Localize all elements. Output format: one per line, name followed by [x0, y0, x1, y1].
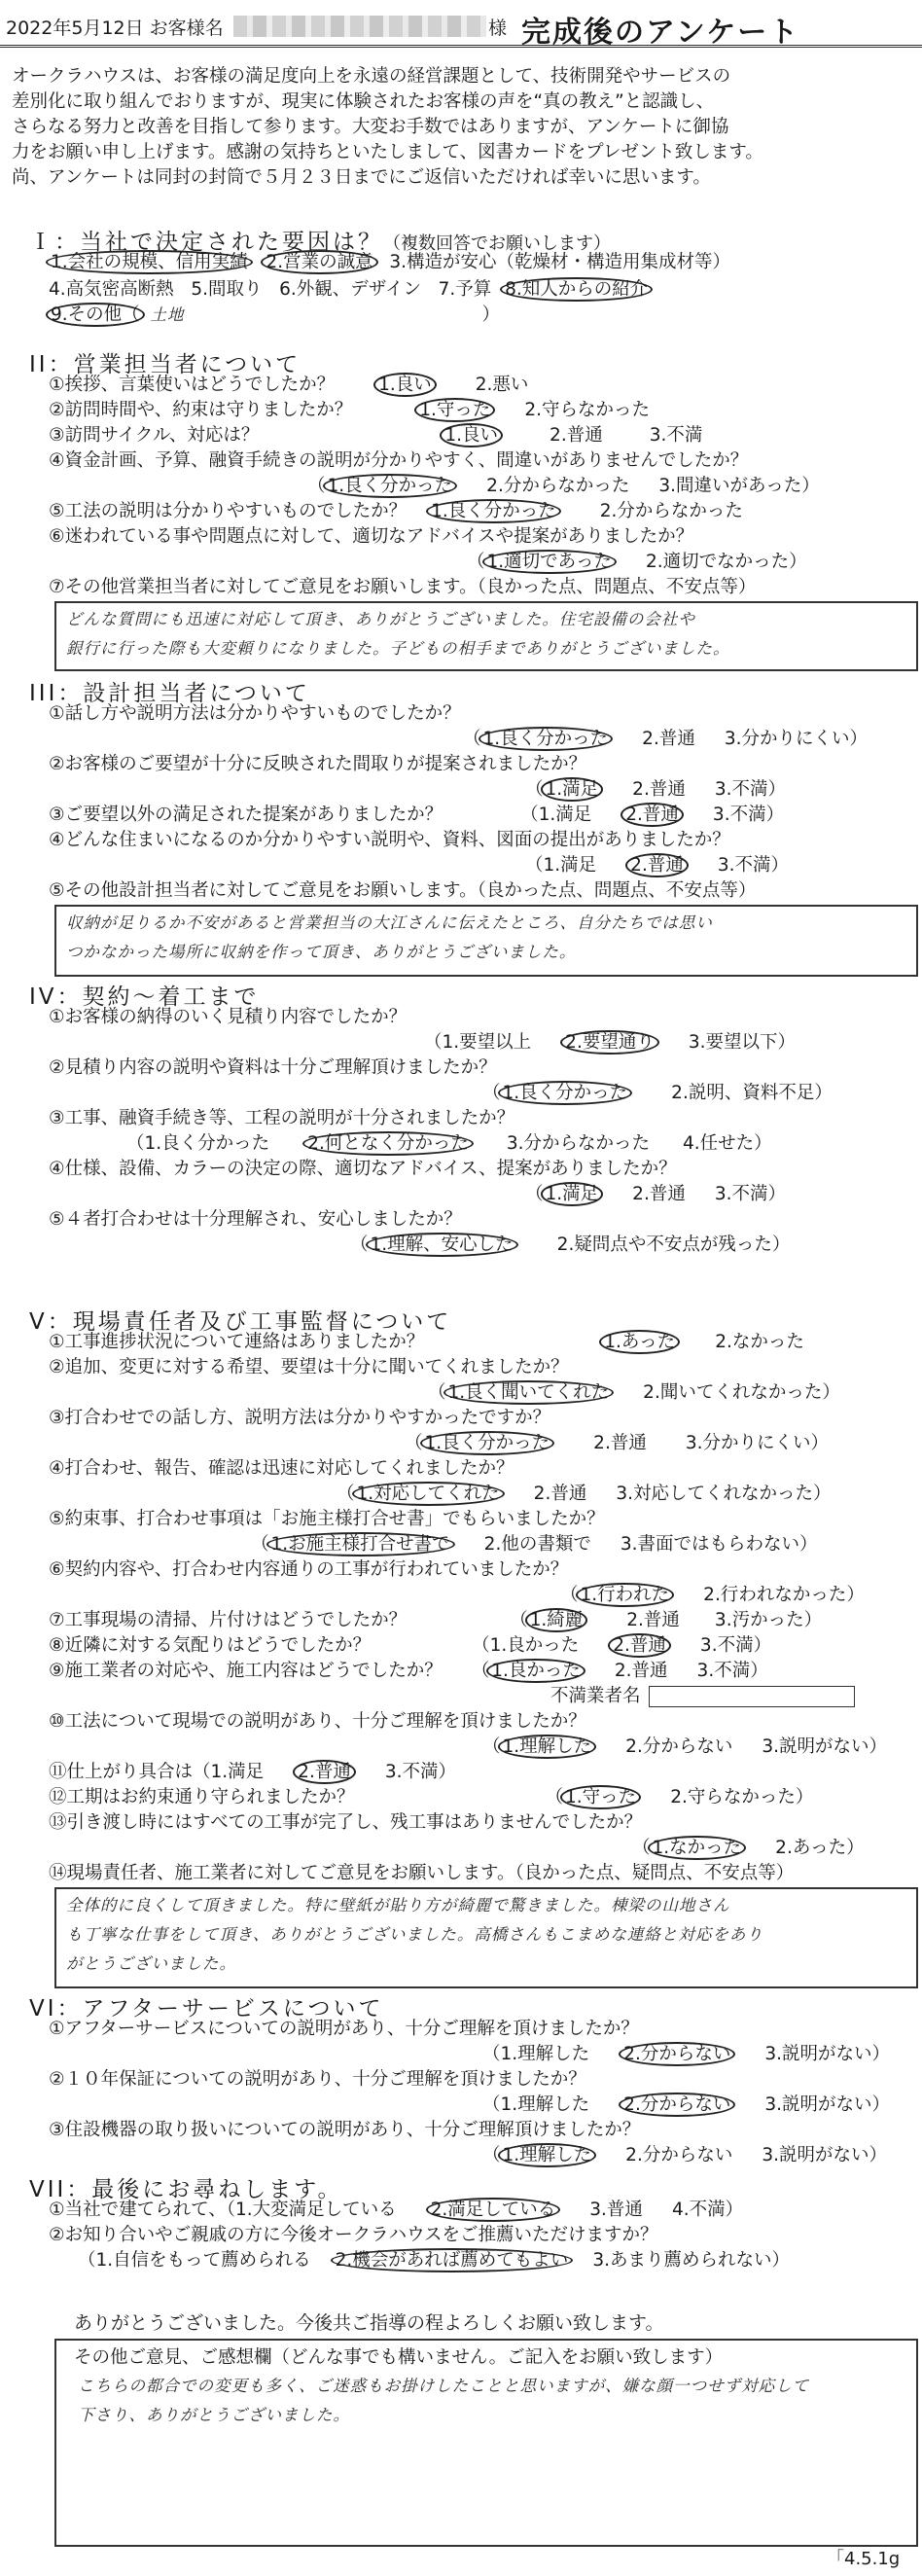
handwritten-other: 土地: [150, 305, 185, 324]
s3-q2: ②お客様のご要望が十分に反映された間取りが提案されましたか？: [49, 754, 587, 774]
s2-q4-options: （ 1.良く分かった 2.分からなかった 3.間違いがあった）: [307, 476, 820, 496]
vendor-name-input[interactable]: [649, 1686, 855, 1707]
s4-q3: ③工事、融資手続き等、工程の説明が十分されましたか？: [49, 1108, 515, 1128]
s4-q3-options: （1.良く分かった 2.何となく分かった 3.分からなかった 4.任せた）: [126, 1133, 772, 1154]
s5-q2-options: （ 1.良く聞いてくれた 2.聞いてくれなかった）: [428, 1382, 840, 1403]
honorific: 様: [488, 18, 508, 39]
section-6-heading: VI：アフターサービスについて: [29, 1996, 384, 2021]
s7-q2: ②お知り合いやご親戚の方に今後オークラハウスをご推薦いただけますか？: [49, 2225, 658, 2245]
other-comments-box[interactable]: その他ご意見、ご感想欄（どんな事でも構いません。ご記入をお願い致します） こちらの都合での変更も多く、ご迷惑もお掛けしたことと思いますが、嫌な顔一つせず対応して 下さり、ありがとうございました。: [54, 2339, 918, 2547]
s5-q6: ⑥契約内容や、打合わせ内容通りの工事が行われていましたか？: [49, 1559, 569, 1580]
s6-q3: ③住設機器の取り扱いについての説明があり、十分ご理解頂けましたか？: [49, 2120, 641, 2140]
section-7-heading: VII：最後にお尋ねします。: [29, 2177, 343, 2202]
section-3-heading: III：設計担当者について: [29, 681, 310, 706]
s5-q14: ⑭現場責任者、施工業者に対してご意見をお願いします。（良かった点、疑問点、不安点等）: [49, 1863, 795, 1883]
s5-q6-options: （ 1.行われた 2.行われなかった）: [560, 1585, 865, 1605]
header-divider: [0, 45, 922, 48]
s4-q2-options: （ 1.良く分かった 2.説明、資料不足）: [482, 1083, 833, 1103]
page-title: 完成後のアンケート: [521, 16, 800, 50]
s3-q5: ⑤その他設計担当者に対してご意見をお願いします。（良かった点、問題点、不安点等）: [49, 880, 757, 901]
other-comments-label: その他ご意見、ご感想欄（どんな事でも構いません。ご記入をお願い致します）: [74, 2347, 724, 2368]
s5-comment-box[interactable]: 全体的に良くして頂きました。特に壁紙が貼り方が綺麗で驚きました。棟梁の山地さん も丁寧な仕事をして頂き、ありがとうございました。高橋さんもこまめな連絡と対応をあり がとうございました。: [54, 1887, 918, 1988]
s5-q5-options: （ 1.お施主様打合せ書で 2.他の書類で 3.書面ではもらわない）: [251, 1534, 818, 1555]
s7-q2-options: （1.自信をもって薦められる 2.機会があれば薦めてもよい 3.あまり薦められない）: [78, 2250, 790, 2271]
form-code: 「4.5.1g: [827, 2549, 901, 2569]
s5-q4: ④打合わせ、報告、確認は迅速に対応してくれましたか？: [49, 1458, 514, 1479]
s6-q1-options: （1.理解した 2.分からない 3.説明がない）: [482, 2044, 890, 2064]
s1-row-2: 4.高気密高断熱 5.間取り 6.外観、デザイン 7.予算 8.知人からの紹介: [49, 278, 653, 302]
s4-q2: ②見積り内容の説明や資料は十分ご理解頂けましたか？: [49, 1057, 497, 1078]
section-1-heading: Ｉ：当社で決定された要因は？（複数回答でお願いします）: [29, 230, 611, 255]
s5-q7: ⑦工事現場の清掃、片付けはどうでしたか？ （ 1.綺麗 2.普通 3.汚かった）: [49, 1610, 823, 1630]
intro-text: オークラハウスは、お客様の満足度向上を永遠の経営課題として、技術開発やサービスの 差別化に取り組んでおりますが、現実に体験されたお客様の声を“真の教え”と認識し、 さらなる努力と改善を目指して参ります。大変お手数ではありますが、アンケートに御協 力をお願い申し上げます。感謝の気持ちといたしまして、図書カードをプレゼント致します。 尚、アンケートは同封の封筒で５月２３日までにご返信いただければ幸いに思います。: [12, 66, 763, 188]
answer-circle[interactable]: 9.その他（: [46, 303, 145, 327]
s3-q1: ①話し方や説明方法は分かりやすいものでしたか？: [49, 703, 461, 724]
s1-row-3: 9.その他（ 土地 ）: [49, 304, 500, 327]
s4-q4: ④仕様、設備、カラーの決定の際、適切なアドバイス、提案がありましたか？: [49, 1159, 677, 1179]
header: [0, 0, 922, 51]
s4-q1-options: （1.要望以上 2.要望通り 3.要望以下）: [424, 1032, 796, 1053]
s2-q2: ②訪問時間や、約束は守りましたか？ 1.守った 2.守らなかった: [49, 400, 651, 420]
s5-q10: ⑩工法について現場での説明があり、十分ご理解を頂けましたか？: [49, 1711, 586, 1732]
survey-date: 2022年5月12日 お客様名: [6, 18, 224, 39]
s5-q2: ②追加、変更に対する希望、要望は十分に聞いてくれましたか？: [49, 1357, 569, 1377]
s5-q13-options: （ 1.なかった 2.あった）: [632, 1838, 865, 1858]
s3-q1-options: （ 1.良く分かった 2.普通 3.分かりにくい）: [463, 729, 868, 749]
s5-q9: ⑨施工業者の対応や、施工内容はどうでしたか？ （ 1.良かった 2.普通 3.不満）: [49, 1661, 768, 1681]
s7-q1: ①当社で建てられて、（1.大変満足している 2.満足している 3.普通 4.不満）: [49, 2200, 744, 2220]
s5-q5: ⑤約束事、打合わせ事項は「お施主様打合せ書」でもらいましたか？: [49, 1509, 605, 1529]
s4-q5-options: （ 1.理解、安心した 2.疑問点や不安点が残った）: [350, 1234, 791, 1255]
s6-q3-options: （ 1.理解した 2.分からない 3.説明がない）: [482, 2145, 887, 2165]
section-2-heading: II：営業担当者について: [29, 352, 301, 377]
s2-q5: ⑤工法の説明は分かりやすいものでしたか？ 1.良く分かった 2.分からなかった: [49, 501, 743, 521]
s5-q4-options: （ 1.対応してくれた 2.普通 3.対応してくれなかった）: [337, 1484, 832, 1504]
s3-q4-options: （1.満足 2.普通 3.不満）: [525, 855, 789, 876]
dissatisfied-vendor-field: 不満業者名: [550, 1685, 855, 1708]
s3-q4: ④どんな住まいになるのか分かりやすい説明や、資料、図面の提出がありましたか？: [49, 830, 730, 850]
s1-row-1: 1.会社の規模、信用実績 2.営業の誠意 3.構造が安心（乾燥材・構造用集成材等）: [49, 251, 730, 274]
s4-q4-options: （ 1.満足 2.普通 3.不満）: [525, 1184, 786, 1204]
s3-comment-box[interactable]: 収納が足りるか不安があると営業担当の大江さんに伝えたところ、自分たちでは思い つかなかった場所に収納を作って頂き、ありがとうございました。: [54, 905, 918, 977]
s2-q6: ⑥迷われている事や問題点に対して、適切なアドバイスや提案がありましたか？: [49, 526, 694, 547]
section-5-heading: V：現場責任者及び工事監督について: [29, 1309, 452, 1335]
s5-q3: ③打合わせでの話し方、説明方法は分かりやすかったですか？: [49, 1408, 551, 1428]
answer-circle[interactable]: 8.知人からの紹介: [500, 277, 653, 302]
s4-q5: ⑤４者打合わせは十分理解され、安心しましたか？: [49, 1209, 462, 1230]
s2-q7: ⑦その他営業担当者に対してご意見をお願いします。（良かった点、問題点、不安点等）: [49, 577, 757, 597]
s3-q3: ③ご要望以外の満足された提案がありましたか？ （1.満足 2.普通 3.不満）: [49, 805, 785, 825]
redacted-customer-name: [233, 16, 486, 37]
s2-q1: ①挨拶、言葉使いはどうでしたか？ 1.良い 2.悪い: [49, 375, 529, 395]
s5-q8: ⑧近隣に対する気配りはどうでしたか？ （1.良かった 2.普通 3.不満）: [49, 1635, 772, 1656]
closing-thanks: ありがとうございました。今後共ご指導の程よろしくお願い致します。: [74, 2312, 664, 2334]
s2-q6-options: （ 1.適切であった 2.適切でなかった）: [467, 552, 807, 572]
s6-q2-options: （1.理解した 2.分からない 3.説明がない）: [482, 2094, 890, 2115]
s5-q11: ⑪仕上がり具合は（1.満足 2.普通 3.不満）: [49, 1762, 456, 1782]
section-4-heading: IV：契約～着工まで: [29, 984, 260, 1010]
s5-q1: ①工事進捗状況について連絡はありましたか？ 1.あった 2.なかった: [49, 1332, 804, 1352]
s5-q3-options: （ 1.良く分かった 2.普通 3.分かりにくい）: [405, 1433, 829, 1453]
s5-q12: ⑫工期はお約束通り守られましたか？ （ 1.守った 2.守らなかった）: [49, 1787, 814, 1807]
s6-q1: ①アフターサービスについての説明があり、十分ご理解を頂けましたか？: [49, 2019, 639, 2039]
answer-circle[interactable]: 2.営業の誠意: [261, 250, 377, 274]
s2-q3: ③訪問サイクル、対応は？ 1.良い 2.普通 3.不満: [49, 425, 703, 446]
s2-q4: ④資金計画、予算、融資手続きの説明が分かりやすく、間違いがありませんでしたか？: [49, 450, 749, 471]
s6-q2: ②１０年保証についての説明があり、十分ご理解を頂けましたか？: [49, 2069, 586, 2090]
s4-q1: ①お客様の納得のいく見積り内容でしたか？: [49, 1007, 408, 1027]
s3-q2-options: （ 1.満足 2.普通 3.不満）: [525, 779, 786, 800]
s5-q13: ⑬引き渡し時にはすべての工事が完了し、残工事はありませんでしたか？: [49, 1812, 643, 1833]
s5-q10-options: （ 1.理解した 2.分からない 3.説明がない）: [482, 1736, 887, 1757]
s2-comment-box[interactable]: どんな質問にも迅速に対応して頂き、ありがとうございました。住宅設備の会社や 銀行に行った際も大変頼りになりました。子どもの相手までありがとうございました。: [54, 601, 918, 671]
answer-circle[interactable]: 1.会社の規模、信用実績: [46, 250, 253, 274]
